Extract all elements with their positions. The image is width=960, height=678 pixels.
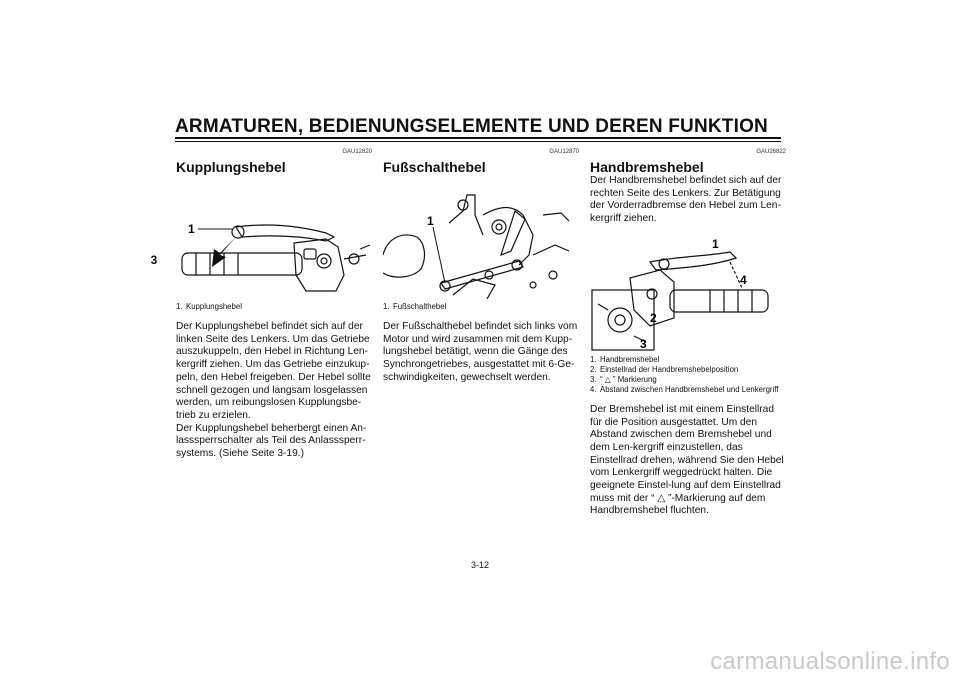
- figure-caption: [590, 355, 786, 395]
- body-paragraph: Der Bremshebel ist mit einem Einstellrad für die Position ausgestattet. Um den Abstand zwischen dem Bremshebel und dem Len-kergriff einzustellen, das Einstellrad drehen, während Sie den Hebel vom Lenkergriff weggedrückt halten. Die geeignete Einstel-lung auf dem Einstellrad muss mit der “ △ ”-Markierung auf dem Handbremshebel fluchten.: [590, 403, 784, 517]
- title-rule-thin: [175, 141, 781, 142]
- caption-number: 4.: [590, 384, 597, 394]
- watermark: carmanualsonline.info: [710, 648, 950, 675]
- shift-pedal-illustration: [383, 175, 579, 299]
- caption-item: [590, 355, 786, 365]
- caption-number: 1.: [383, 302, 390, 311]
- figure-kupplungshebel: [176, 175, 372, 299]
- figure-callout-4: 4: [740, 272, 747, 287]
- section-code: GAU26822: [756, 149, 786, 155]
- body-paragraph: Der Handbremshebel befindet sich auf der rechten Seite des Lenkers. Zur Betätigung der Vorderradbremse den Hebel zum Len-kergriff ziehen.: [590, 175, 782, 225]
- caption-number: 3.: [590, 374, 597, 384]
- caption-number: 1.: [590, 354, 597, 364]
- caption-number: 2.: [590, 364, 597, 374]
- column-handbremshebel: [590, 148, 786, 518]
- figure-callout-3: 3: [640, 336, 647, 351]
- caption-text: Kupplungshebel: [186, 302, 242, 311]
- page-number: 3-12: [470, 560, 489, 570]
- body-paragraph: Der Kupplungshebel befindet sich auf der linken Seite des Lenkers. Um das Getriebe auszukuppeln, den Hebel in Richtung Len-kergriff ziehen. Um das Getriebe einzukup-peln, den Hebel freigeben. Der Hebel sollte schnell gezogen und langsam losgelassen werden, um reibungslosen Kupplungsbe-trieb zu erzielen.: [176, 321, 371, 421]
- brake-lever-illustration: [590, 230, 786, 352]
- caption-item: [383, 302, 579, 312]
- figure-fussschalthebel: [383, 175, 579, 299]
- caption-text: Einstellrad der Handbremshebelposition: [600, 364, 739, 374]
- caption-text: Handbremshebel: [600, 354, 660, 364]
- clutch-lever-illustration: [176, 175, 372, 299]
- page-title: ARMATUREN, BEDIENUNGSELEMENTE UND DEREN FUNKTION: [175, 116, 768, 137]
- figure-caption: [383, 302, 579, 312]
- figure-handbremshebel: [590, 230, 786, 352]
- section-heading: Fußschalthebel: [383, 159, 486, 175]
- body-paragraph: Der Kupplungshebel beherbergt einen An-lasssperrschalter als Teil des Anlasssperr-systems. (Siehe Seite 3-19.): [176, 422, 367, 460]
- caption-text: Fußschalthebel: [393, 302, 447, 311]
- title-rule: [175, 137, 781, 139]
- body-paragraph: Der Fußschalthebel befindet sich links vom Motor und wird zusammen mit dem Kupp-lungshebel betätigt, wenn die Gänge des Synchrongetriebes, ausgestattet mit 6-Ge-schwindigkeiten, gewechselt werden.: [383, 321, 578, 383]
- section-code: GAU12870: [549, 149, 579, 155]
- figure-caption: [176, 302, 372, 312]
- caption-item: [590, 375, 786, 385]
- figure-callout-2: 2: [650, 310, 657, 325]
- figure-callout-1: 1: [712, 236, 719, 251]
- figure-callout-1: 1: [188, 222, 195, 236]
- caption-item: [590, 385, 786, 395]
- section-code: GAU12820: [342, 149, 372, 155]
- chapter-tab: 3: [150, 253, 158, 267]
- column-fussschalthebel: [383, 148, 579, 385]
- caption-item: [176, 302, 372, 312]
- caption-text: Abstand zwischen Handbremshebel und Lenkergriff: [600, 384, 779, 394]
- caption-number: 1.: [176, 302, 183, 311]
- caption-text: “ △ ” Markierung: [600, 374, 657, 384]
- section-heading: Kupplungshebel: [176, 159, 286, 175]
- section-heading: Handbremshebel: [590, 159, 704, 175]
- column-kupplungshebel: [176, 148, 372, 461]
- caption-item: [590, 365, 786, 375]
- figure-callout-1: 1: [427, 214, 434, 228]
